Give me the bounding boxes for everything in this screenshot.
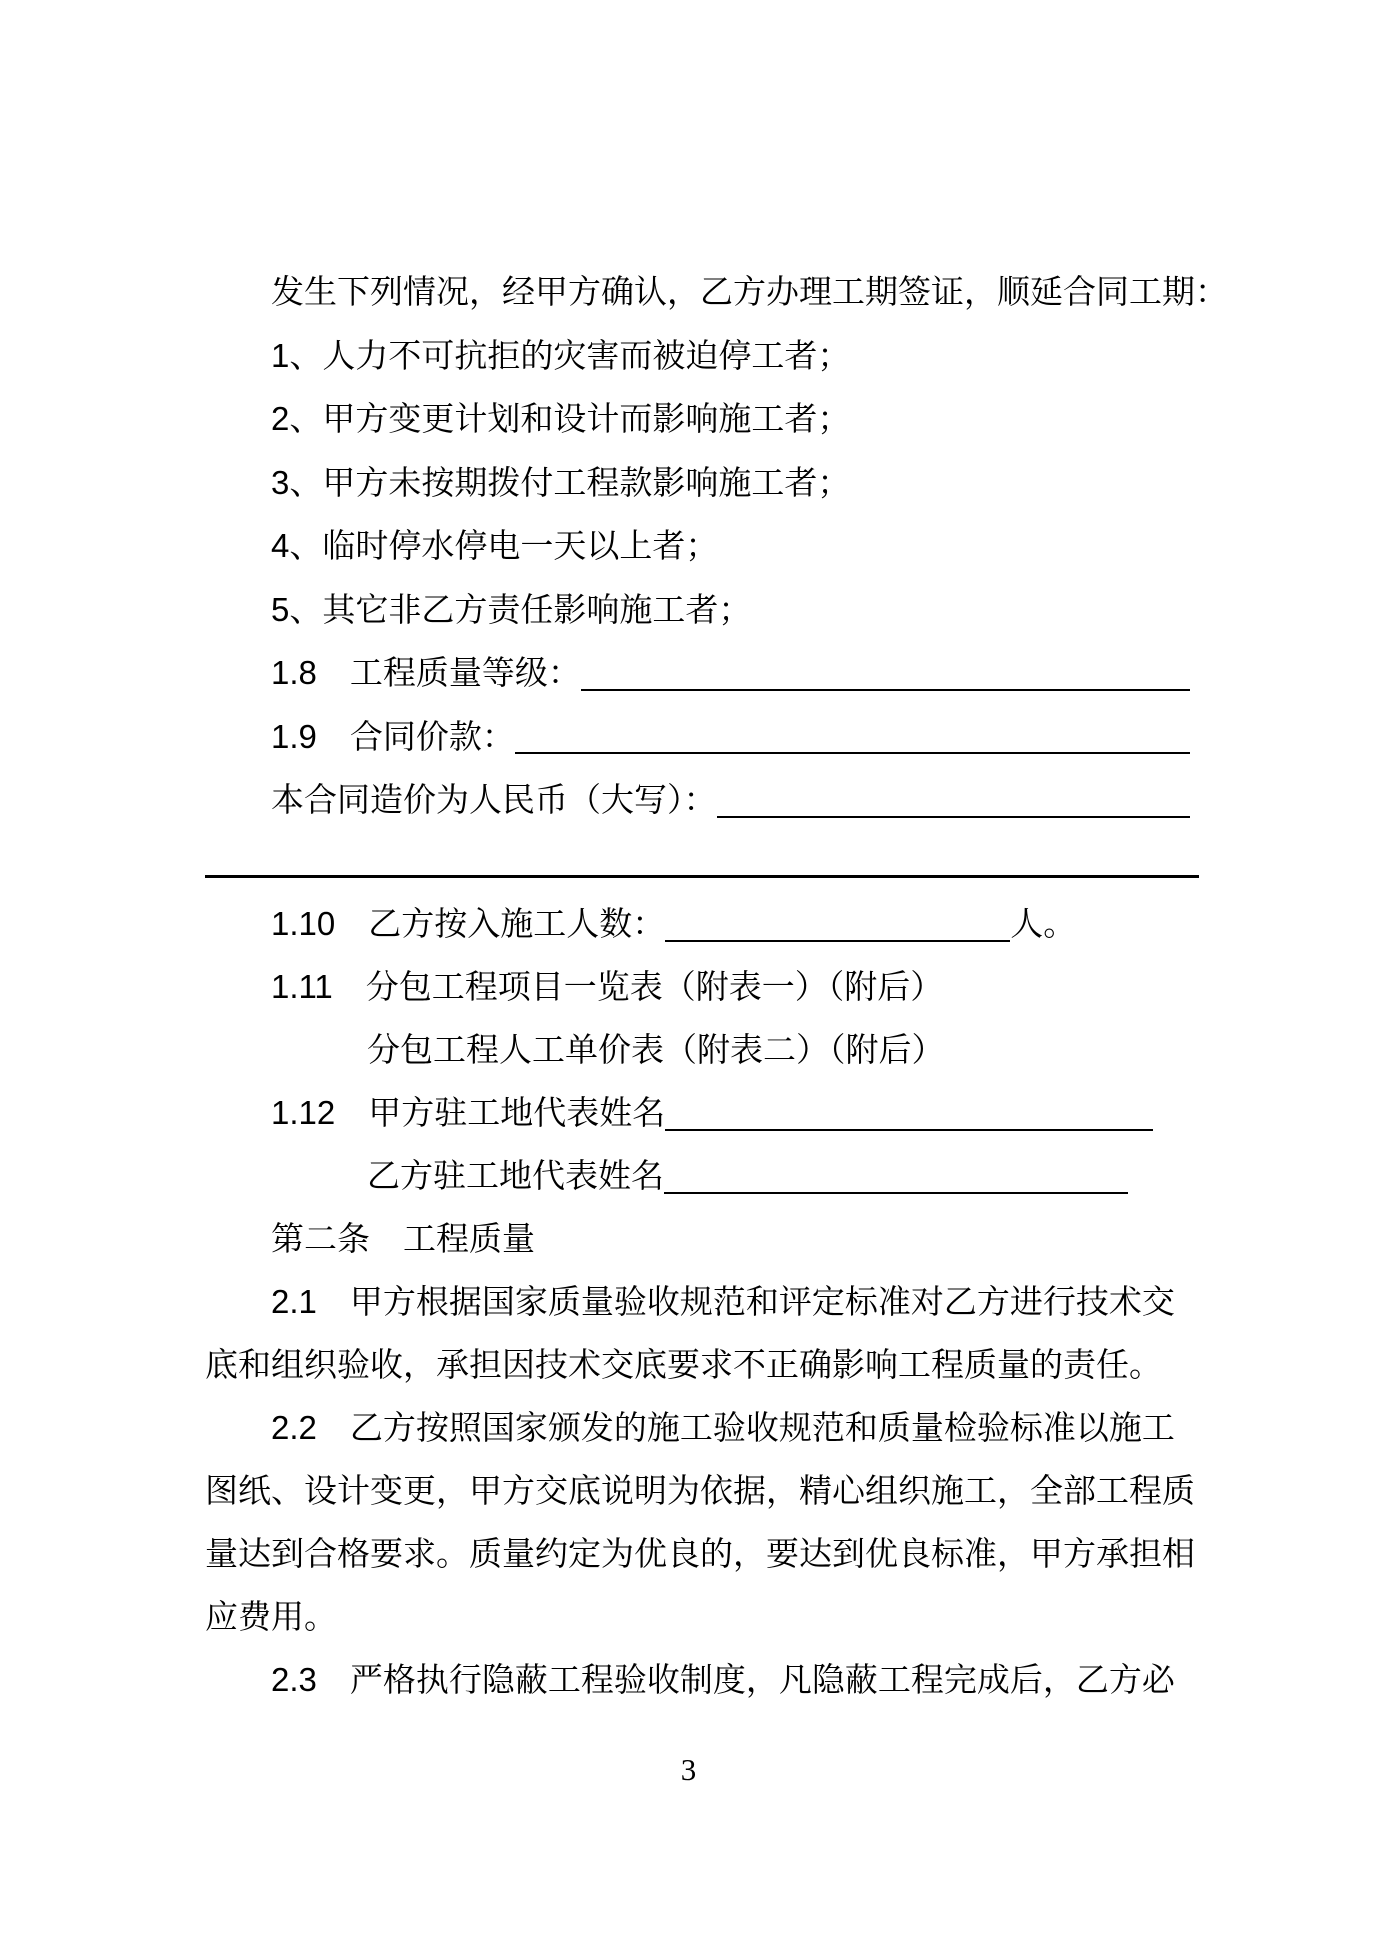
field-price-in-words xyxy=(205,768,1190,832)
price-in-words-blank-underline xyxy=(717,816,1191,818)
paragraph-23-line1: 2.3 严格执行隐蔽工程验收制度，凡隐蔽工程完成后，乙方必 xyxy=(271,1661,1175,1698)
price-in-words-label: 本合同造价为人民币（大写）： xyxy=(271,781,717,818)
clause-111-line2: 分包工程人工单价表（附表二）（附后） xyxy=(367,1031,945,1068)
partyB-representative-blank-underline xyxy=(664,1192,1128,1194)
quality-grade-blank-underline xyxy=(581,689,1190,691)
page-number: 3 xyxy=(680,1752,697,1787)
quality-grade-label: 1.8 工程质量等级： xyxy=(271,654,581,691)
list-item-5: 5、其它非乙方责任影响施工者； xyxy=(271,590,752,628)
paragraph-22-line4: 应费用。 xyxy=(205,1598,337,1635)
field-worker-count xyxy=(205,892,1190,955)
paragraph-22-line1: 2.2 乙方按照国家颁发的施工验收规范和质量检验标准以施工 xyxy=(271,1409,1175,1446)
paragraph-21-line1: 2.1 甲方根据国家质量验收规范和评定标准对乙方进行技术交 xyxy=(271,1283,1175,1320)
worker-count-suffix: 人。 xyxy=(1010,905,1077,942)
paragraph-22-line3: 量达到合格要求。质量约定为优良的，要达到优良标准，甲方承担相 xyxy=(205,1535,1195,1572)
partyA-representative-blank-underline xyxy=(665,1129,1153,1131)
article-2-heading: 第二条 工程质量 xyxy=(271,1220,535,1257)
list-item-3: 3、甲方未按期拨付工程款影响施工者； xyxy=(271,463,851,501)
contract-price-label: 1.9 合同价款： xyxy=(271,717,515,755)
intro-line: 发生下列情况，经甲方确认，乙方办理工期签证，顺延合同工期： xyxy=(271,273,1228,310)
field-contract-price xyxy=(205,705,1190,769)
list-item-4: 4、临时停水停电一天以上者； xyxy=(271,527,719,564)
paragraph-21-line2: 底和组织验收，承担因技术交底要求不正确影响工程质量的责任。 xyxy=(205,1346,1162,1383)
divider-rule xyxy=(205,875,1199,878)
clause-111-line1: 1.11 分包工程项目一览表（附表一）（附后） xyxy=(271,968,944,1005)
partyA-representative-label: 1.12 甲方驻工地代表姓名 xyxy=(271,1094,666,1131)
field-partyA-representative xyxy=(205,1081,1190,1144)
section-divider xyxy=(205,832,1190,893)
contract-price-blank-underline xyxy=(515,752,1190,754)
document-body xyxy=(205,260,1228,1711)
field-quality-grade xyxy=(205,641,1190,705)
paragraph-22-line2: 图纸、设计变更，甲方交底说明为依据，精心组织施工，全部工程质 xyxy=(205,1472,1195,1509)
worker-count-label: 1.10 乙方按入施工人数： xyxy=(271,905,666,942)
field-partyB-representative xyxy=(205,1144,1190,1207)
worker-count-blank-underline xyxy=(665,940,1010,942)
list-item-2: 2、甲方变更计划和设计而影响施工者； xyxy=(271,400,851,437)
list-item-1: 1、人力不可抗拒的灾害而被迫停工者； xyxy=(271,336,851,374)
partyB-representative-label: 乙方驻工地代表姓名 xyxy=(367,1157,664,1194)
